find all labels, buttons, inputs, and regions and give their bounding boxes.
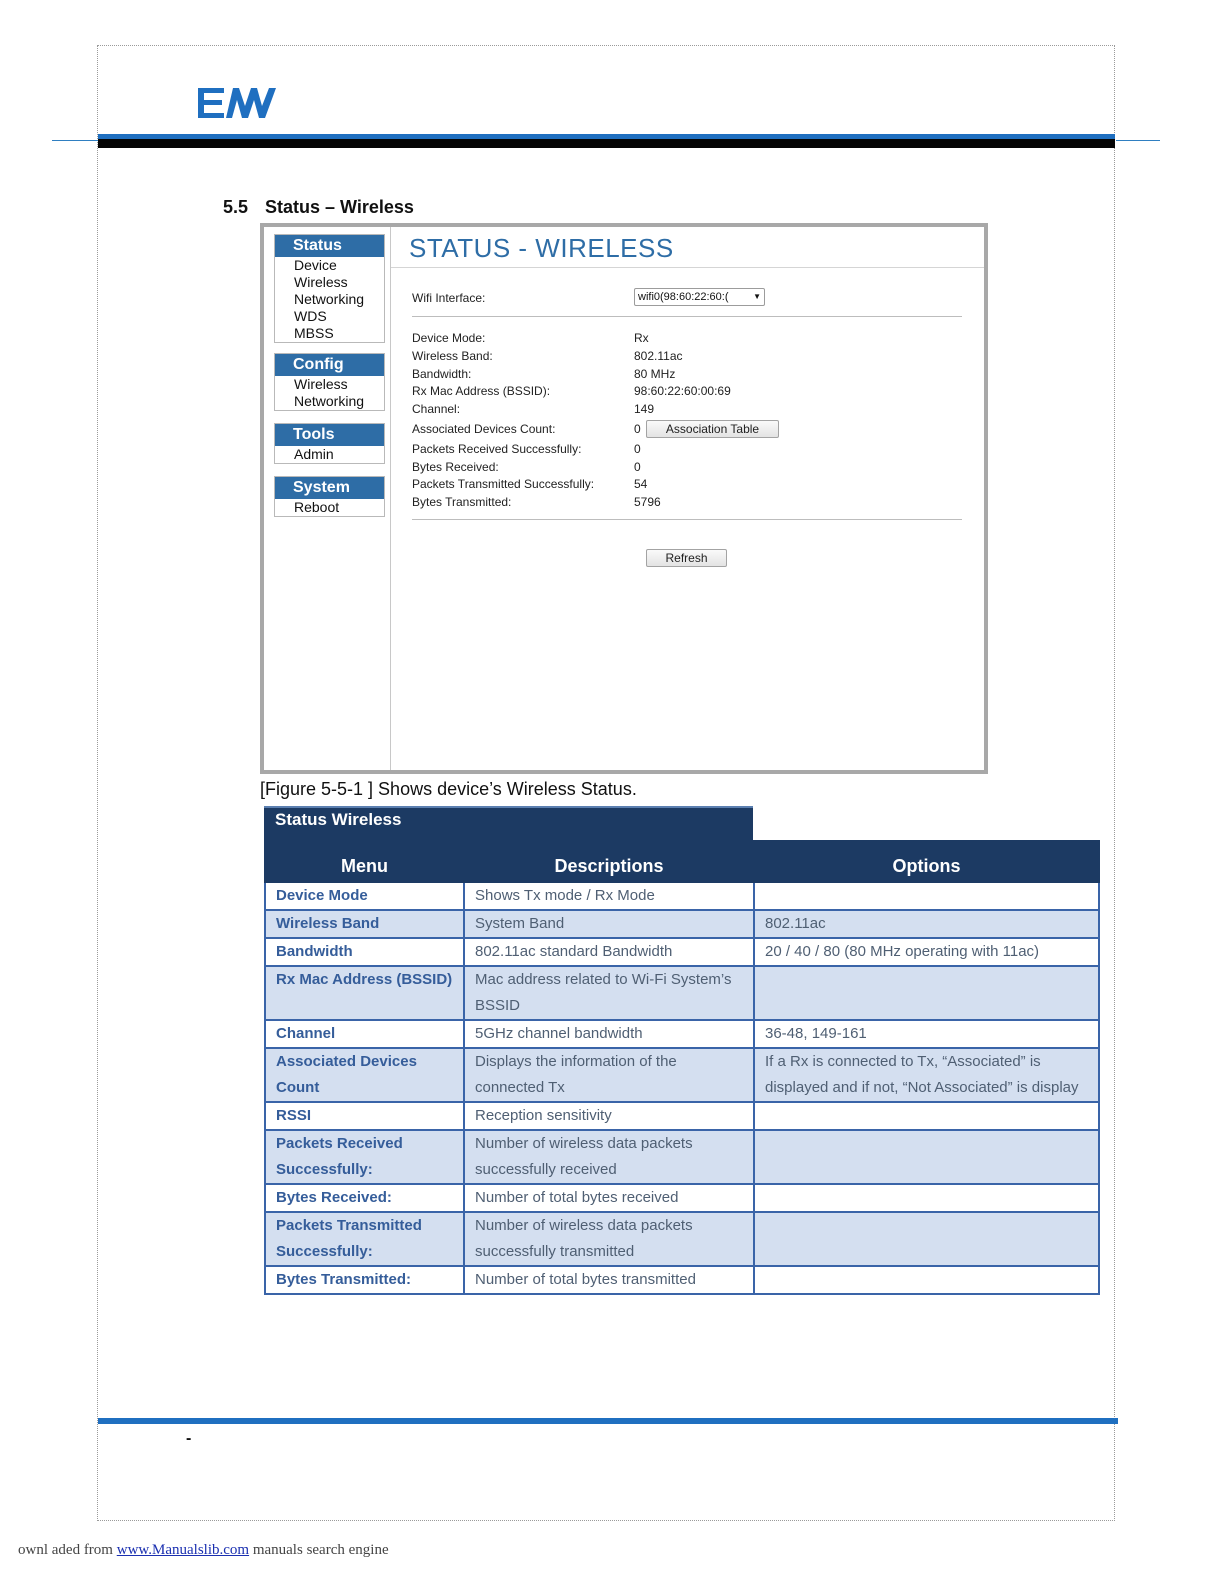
field-label: Rx Mac Address (BSSID): [412,384,551,398]
download-prefix: ownl aded from [18,1542,117,1558]
options-cell [754,1266,1099,1294]
options-cell [754,882,1099,910]
sidebar-item-config-wireless[interactable]: Wireless [294,376,348,392]
wifi-interface-label: Wifi Interface: [412,291,486,305]
section-number: 5.5 [223,197,249,217]
menu-cell: Associated Devices Count [265,1048,464,1102]
refresh-button[interactable]: Refresh [646,549,727,567]
options-cell: 36-48, 149-161 [754,1020,1099,1048]
field-label: Associated Devices Count: [412,422,556,436]
association-table-button[interactable]: Association Table [646,420,779,438]
menu-cell: Channel [265,1020,464,1048]
table-row [265,1184,1099,1212]
menu-cell: Rx Mac Address (BSSID) [265,966,464,1020]
field-label: Bandwidth: [412,367,472,381]
download-suffix: manuals search engine [249,1542,389,1558]
field-label: Packets Received Successfully: [412,442,582,456]
menu-cell: Bandwidth [265,938,464,966]
dropdown-arrow-icon: ▼ [753,292,761,301]
wifi-interface-select[interactable] [634,288,765,306]
status-main-panel [391,227,984,770]
description-cell: Reception sensitivity [464,1102,754,1130]
description-cell: Displays the information of the connected Tx [464,1048,754,1102]
table-row [265,910,1099,938]
sidebar-item-wds[interactable]: WDS [294,308,327,324]
figure-caption: [Figure 5-5-1 ] Shows device’s Wireless Status. [260,779,637,799]
download-note [18,1542,389,1559]
menu-cell: RSSI [265,1102,464,1130]
sidebar-heading-status[interactable]: Status [275,235,384,257]
header-line-right [1116,140,1160,141]
title-divider [391,267,984,268]
table-row [265,1048,1099,1102]
sidebar-heading-tools[interactable]: Tools [275,424,384,446]
page-number-dash: - [186,1430,192,1447]
description-cell: 802.11ac standard Bandwidth [464,938,754,966]
description-cell: System Band [464,910,754,938]
packets-transmitted-value: 54 [634,477,648,491]
device-mode-value: Rx [634,331,649,345]
sidebar-group-system [274,476,385,517]
menu-cell: Bytes Received: [265,1184,464,1212]
channel-value: 149 [634,402,655,416]
table-row [265,1102,1099,1130]
options-cell [754,1102,1099,1130]
sidebar-group-config [274,353,385,411]
field-label: Channel: [412,402,461,416]
table-title: Status Wireless [264,806,753,840]
sidebar-group-tools [274,423,385,464]
description-cell: Number of total bytes received [464,1184,754,1212]
table-row [265,938,1099,966]
sidebar-heading-system[interactable]: System [275,477,384,499]
field-label: Wireless Band: [412,349,493,363]
footer-rule [98,1418,1118,1424]
options-cell [754,1184,1099,1212]
field-label: Device Mode: [412,331,486,345]
sidebar-item-mbss[interactable]: MBSS [294,325,334,341]
description-cell: Number of wireless data packets successfully received [464,1130,754,1184]
sidebar-item-wireless[interactable]: Wireless [294,274,348,290]
section-title: Status – Wireless [265,197,414,217]
bssid-value: 98:60:22:60:00:69 [634,384,731,398]
menu-cell: Wireless Band [265,910,464,938]
bytes-received-value: 0 [634,460,641,474]
sidebar-item-admin[interactable]: Admin [294,446,334,462]
sidebar-heading-config[interactable]: Config [275,354,384,376]
description-cell: Number of total bytes transmitted [464,1266,754,1294]
sidebar-item-config-networking[interactable]: Networking [294,393,365,409]
header-rule-black [98,139,1115,148]
options-cell [754,1130,1099,1184]
sidebar-item-device[interactable]: Device [294,257,337,273]
sidebar-item-networking[interactable]: Networking [294,291,365,307]
menu-cell: Bytes Transmitted: [265,1266,464,1294]
description-cell: Number of wireless data packets successfully transmitted [464,1212,754,1266]
options-cell: If a Rx is connected to Tx, “Associated” is displayed and if not, “Not Associated” is display [754,1048,1099,1102]
menu-cell: Packets Transmitted Successfully: [265,1212,464,1266]
column-header-options: Options [754,841,1099,882]
options-cell [754,966,1099,1020]
description-cell: Mac address related to Wi-Fi System’s BSSID [464,966,754,1020]
wireless-band-value: 802.11ac [634,349,683,363]
header-line-left [52,140,98,141]
table-row [265,1266,1099,1294]
sidebar [264,227,391,770]
page-title: STATUS - WIRELESS [409,233,674,263]
table-row [265,1212,1099,1266]
sidebar-group-status [274,234,385,343]
description-cell: Shows Tx mode / Rx Mode [464,882,754,910]
options-cell: 802.11ac [754,910,1099,938]
options-cell [754,1212,1099,1266]
column-header-descriptions: Descriptions [464,841,754,882]
table-row [265,882,1099,910]
associated-count-value: 0 [634,422,641,436]
table-row [265,966,1099,1020]
packets-received-value: 0 [634,442,641,456]
options-cell: 20 / 40 / 80 (80 MHz operating with 11ac) [754,938,1099,966]
bytes-transmitted-value: 5796 [634,495,661,509]
sidebar-item-reboot[interactable]: Reboot [294,499,340,515]
menu-cell: Device Mode [265,882,464,910]
divider [412,316,962,317]
menu-cell: Packets Received Successfully: [265,1130,464,1184]
manualslib-link[interactable]: www.Manualslib.com [116,1542,250,1558]
status-wireless-table [264,840,1100,1295]
description-cell: 5GHz channel bandwidth [464,1020,754,1048]
field-label: Bytes Transmitted: [412,495,512,509]
section-heading [223,197,414,218]
field-label: Packets Transmitted Successfully: [412,477,595,491]
column-header-menu: Menu [265,841,464,882]
emw-logo [196,86,292,120]
wifi-interface-value: wifi0(98:60:22:60:( [638,291,729,303]
table-row [265,1130,1099,1184]
divider [412,519,962,520]
wireless-status-screenshot [260,223,988,774]
bandwidth-value: 80 MHz [634,367,676,381]
table-row [265,1020,1099,1048]
field-label: Bytes Received: [412,460,499,474]
